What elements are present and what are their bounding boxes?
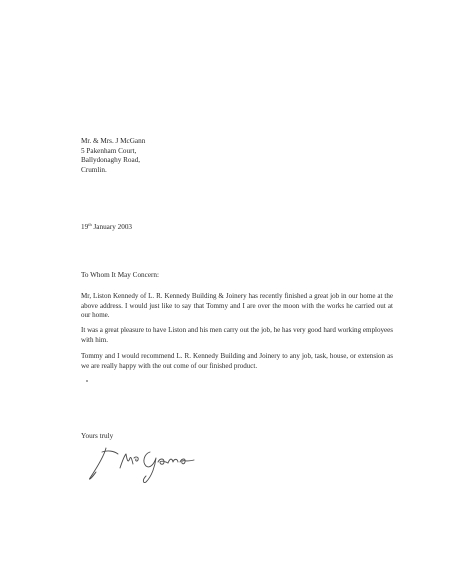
body-paragraph: Tommy and I would recommend L. R. Kennedy Building and Joinery to any job, task, house, or extension as we are really happy with the out come of our finished product. (81, 352, 393, 370)
address-line-street: 5 Pakenham Court, (81, 146, 137, 155)
stray-ink-dot (86, 380, 88, 382)
body-paragraph: Mr, Liston Kennedy of L. R. Kennedy Building & Joinery has recently finished a great job in our home at the above address. I would just like to say that Tommy and I are over the moon with the works he carried out at our home. (81, 292, 393, 319)
body-paragraph: It was a great pleasure to have Liston and his men carry out the job, he has very good hard working employees with him. (81, 326, 393, 344)
address-line-road: Ballydonaghy Road, (81, 156, 141, 165)
salutation: To Whom It May Concern: (81, 271, 160, 279)
letter-date (81, 222, 132, 231)
address-line-town: Crumlin. (81, 165, 107, 174)
sender-address (81, 137, 145, 175)
date-month-year: January 2003 (91, 223, 133, 231)
handwritten-signature (84, 438, 214, 486)
date-day-suffix: th (88, 222, 92, 227)
closing: Yours truly (81, 432, 114, 440)
date-day: 19 (81, 223, 89, 231)
address-line-name: Mr. & Mrs. J McGann (81, 137, 146, 145)
